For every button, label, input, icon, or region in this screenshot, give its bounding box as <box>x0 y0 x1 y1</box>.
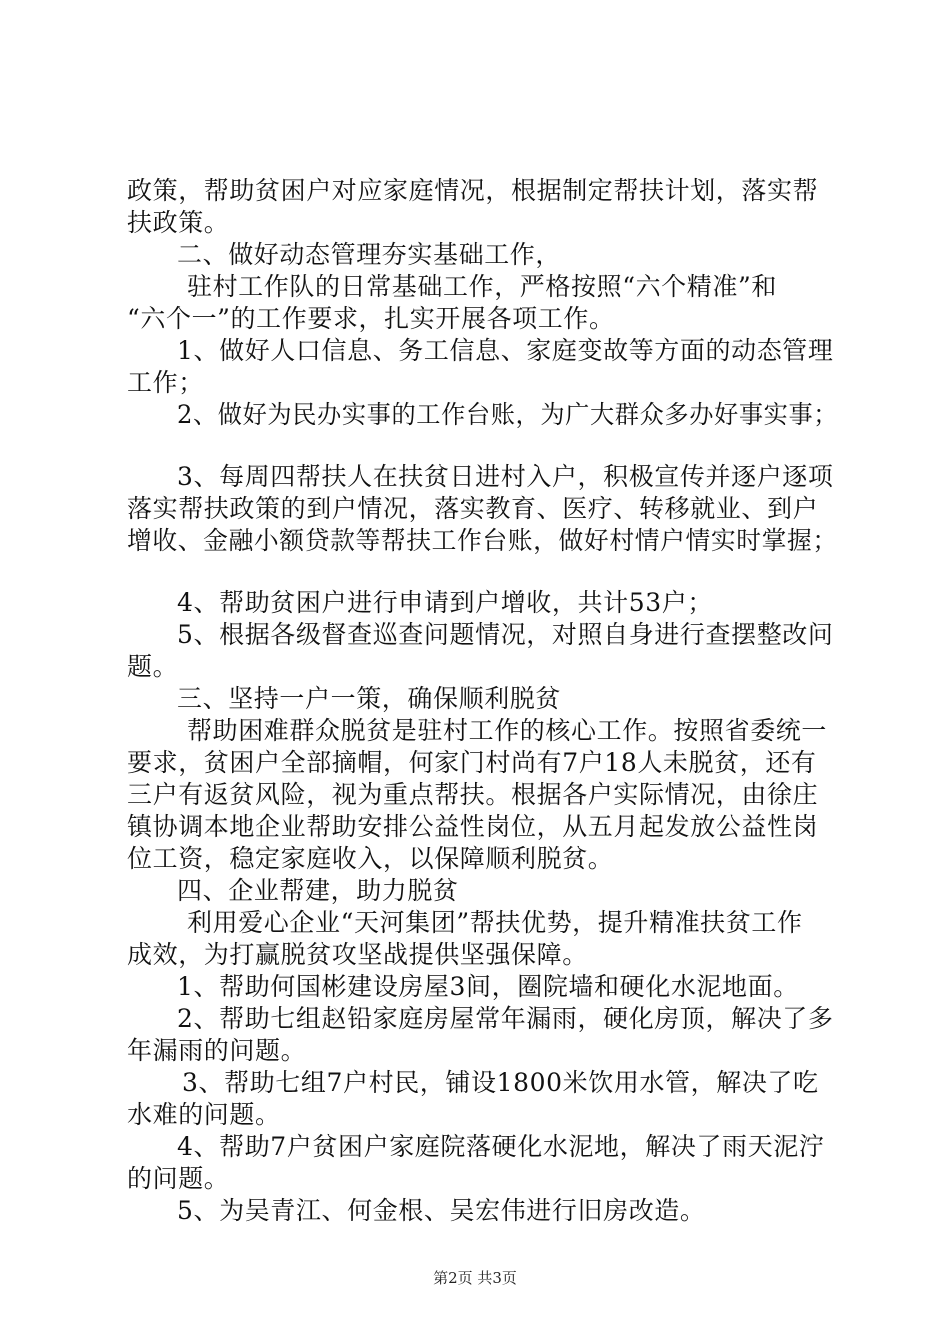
list-item: 3、帮助七组7户村民，铺设1800米饮用水管，解决了吃 <box>182 1068 819 1097</box>
list-item: 1、帮助何国彬建设房屋3间，圈院墙和硬化水泥地面。 <box>177 972 799 1001</box>
page-number-footer: 第2页 共3页 <box>433 1269 517 1287</box>
text-line: 扶政策。 <box>127 208 230 237</box>
text-line: “六个一”的工作要求，扎实开展各项工作。 <box>127 304 615 333</box>
list-item: 1、做好人口信息、务工信息、家庭变故等方面的动态管理 <box>177 336 834 365</box>
list-item: 5、为吴青江、何金根、吴宏伟进行旧房改造。 <box>177 1196 706 1225</box>
text-line: 政策，帮助贫困户对应家庭情况，根据制定帮扶计划，落实帮 <box>127 176 819 205</box>
section-heading: 二、做好动态管理夯实基础工作， <box>177 240 562 269</box>
text-line: 水难的问题。 <box>127 1100 281 1129</box>
list-item: 3、每周四帮扶人在扶贫日进村入户，积极宣传并逐户逐项 <box>177 462 834 491</box>
text-line: 三户有返贫风险，视为重点帮扶。根据各户实际情况，由徐庄 <box>127 780 819 809</box>
list-item: 4、帮助贫困户进行申请到户增收，共计53户； <box>177 588 713 617</box>
text-line: 年漏雨的问题。 <box>127 1036 307 1065</box>
text-line: 利用爱心企业“天河集团”帮扶优势，提升精准扶贫工作 <box>187 908 803 937</box>
text-line: 要求，贫困户全部摘帽，何家门村尚有7户18人未脱贫，还有 <box>127 748 817 777</box>
list-item: 2、做好为民办实事的工作台账，为广大群众多办好事实事； <box>177 400 839 429</box>
text-line: 位工资，稳定家庭收入，以保障顺利脱贫。 <box>127 844 614 873</box>
section-heading: 四、企业帮建，助力脱贫 <box>177 876 459 905</box>
text-line: 落实帮扶政策的到户情况，落实教育、医疗、转移就业、到户 <box>127 494 819 523</box>
text-line: 帮助困难群众脱贫是驻村工作的核心工作。按照省委统一 <box>187 716 828 745</box>
text-line: 镇协调本地企业帮助安排公益性岗位，从五月起发放公益性岗 <box>127 812 819 841</box>
list-item: 4、帮助7户贫困户家庭院落硬化水泥地，解决了雨天泥泞 <box>177 1132 825 1161</box>
section-heading: 三、坚持一户一策，确保顺利脱贫 <box>177 684 562 713</box>
text-line: 成效，为打赢脱贫攻坚战提供坚强保障。 <box>127 940 588 969</box>
text-line: 工作； <box>127 368 204 397</box>
text-line: 的问题。 <box>127 1164 230 1193</box>
text-line: 驻村工作队的日常基础工作，严格按照“六个精准”和 <box>187 272 777 301</box>
list-item: 2、帮助七组赵铅家庭房屋常年漏雨，硬化房顶，解决了多 <box>177 1004 834 1033</box>
text-line: 题。 <box>127 652 179 681</box>
text-line: 增收、金融小额贷款等帮扶工作台账，做好村情户情实时掌握； <box>127 526 838 555</box>
list-item: 5、根据各级督查巡查问题情况，对照自身进行查摆整改问 <box>177 620 834 649</box>
